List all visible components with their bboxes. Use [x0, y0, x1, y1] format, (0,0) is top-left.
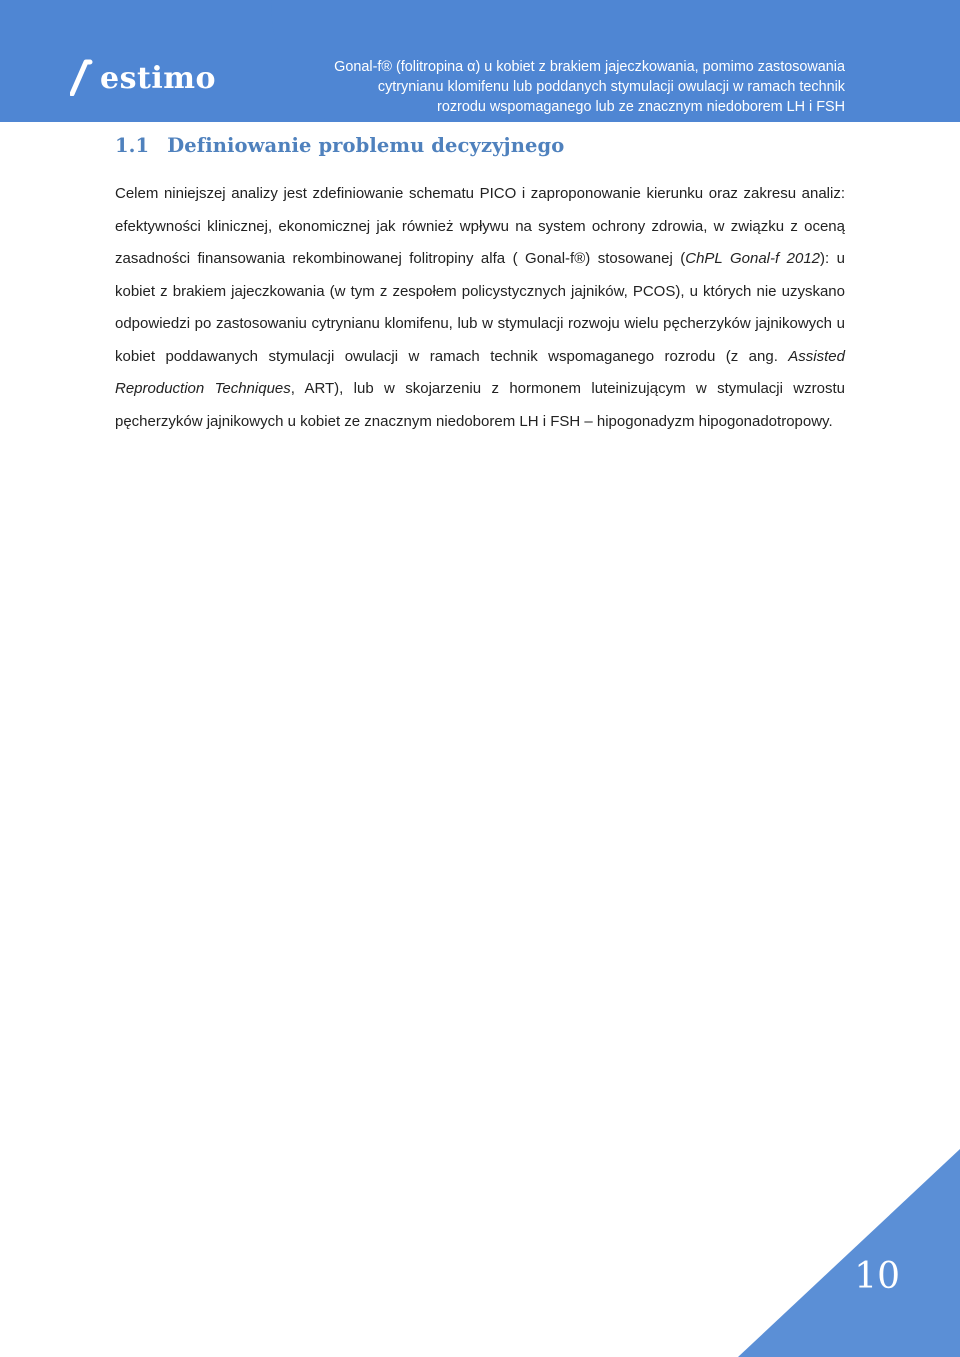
section-title: Definiowanie problemu decyzyjnego: [167, 134, 565, 157]
section-number: 1.1: [115, 134, 150, 157]
logo-lambda-icon: [70, 58, 104, 96]
document-title: [285, 57, 845, 117]
paragraph-text: ): u kobiet z brakiem jajeczkowania (w tym z zespołem policystycznych jajników, PCOS), u których nie uzyskano odpowiedzi po zastosowaniu cytrynianu klomifenu, lub w stymulacji rozwoju wielu pęcherzyków jajnikowych u kobiet poddawanych stymulacji owulacji w ramach technik wspomaganego rozrodu (z ang.: [115, 250, 845, 365]
paragraph-reference: ChPL Gonal-f 2012: [685, 250, 820, 267]
paragraph-term: Assisted Reproduction Techniques: [115, 347, 845, 397]
body-paragraph: [115, 178, 845, 438]
document-title-line: rozrodu wspomaganego lub ze znacznym niedoborem LH i FSH: [437, 99, 845, 115]
page-corner-triangle: [738, 1149, 960, 1357]
section-heading: [115, 134, 564, 157]
document-title-line: cytrynianu klomifenu lub poddanych stymulacji owulacji w ramach technik: [377, 79, 845, 95]
paragraph-text: Celem niniejszej analizy jest zdefiniowanie schematu PICO i zaproponowanie kierunku oraz zakresu analiz: efektywności klinicznej, ekonomicznej jak również wpływu na system ochrony zdrowia, w związku z oceną zasadności finansowania rekombinowanej folitropiny alfa ( Gonal-f®) stosowanej (: [115, 185, 845, 267]
logo-text: estimo: [100, 61, 216, 96]
page-number: 10: [854, 1256, 900, 1297]
logo: [70, 56, 216, 96]
document-title-line: Gonal-f® (folitropina α) u kobiet z brakiem jajeczkowania, pomimo zastosowania: [334, 59, 845, 75]
paragraph-text: , ART), lub w skojarzeniu z hormonem luteinizującym w stymulacji wzrostu pęcherzyków jajnikowych u kobiet ze znacznym niedoborem LH i FSH – hipogonadyzm hipogonadotropowy.: [115, 380, 845, 430]
